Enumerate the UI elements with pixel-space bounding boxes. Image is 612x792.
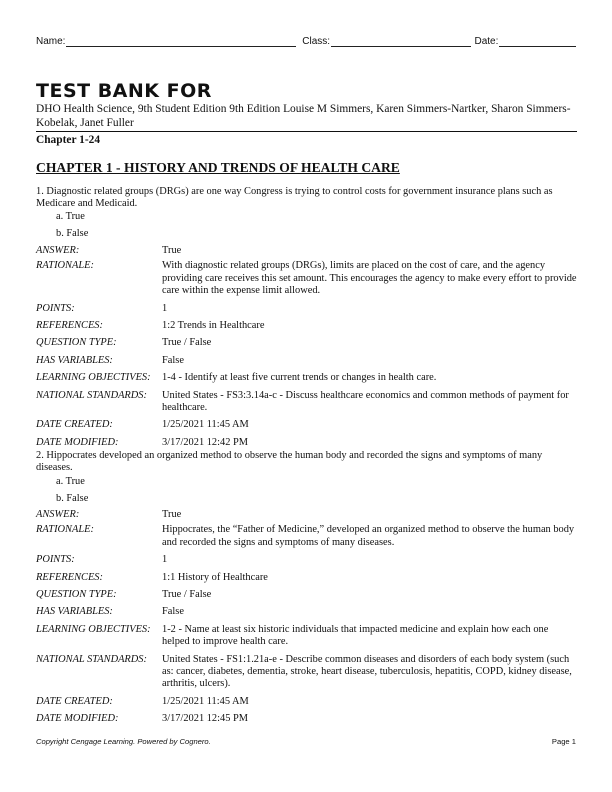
meta-row (36, 372, 577, 384)
meta-key: REFERENCES: (36, 571, 103, 583)
meta-value: 1/25/2021 11:45 AM (162, 419, 249, 431)
meta-value: 1 (162, 302, 168, 314)
meta-row (36, 654, 577, 691)
question-1-option-b: b. False (56, 228, 89, 239)
meta-row (36, 554, 577, 566)
meta-row (36, 320, 577, 332)
meta-value: False (162, 606, 184, 618)
meta-value: 1-4 - Identify at least five current trends or changes in health care. (162, 372, 437, 384)
meta-row (36, 572, 577, 584)
date-label: Date: (474, 36, 499, 47)
meta-key: QUESTION TYPE: (36, 337, 117, 349)
meta-key: DATE MODIFIED: (36, 713, 119, 725)
page-footer (36, 737, 576, 746)
question-1-text: 1. Diagnostic related groups (DRGs) are one way Congress is trying to control costs for government insurance plans such as Medicare and Medicaid. (36, 186, 553, 210)
meta-key: QUESTION TYPE: (36, 589, 117, 601)
question-2-text: 2. Hippocrates developed an organized method to observe the human body and recorded the signs and symptoms of many diseases. (36, 450, 543, 474)
meta-row (36, 696, 577, 708)
meta-value: 1:2 Trends in Healthcare (162, 320, 265, 332)
meta-key: POINTS: (36, 554, 75, 566)
meta-value: True (162, 245, 182, 256)
meta-row (36, 337, 577, 349)
meta-value: 1:1 History of Healthcare (162, 571, 268, 583)
meta-key: DATE CREATED: (36, 419, 113, 431)
question-2-metadata (36, 509, 577, 726)
meta-row (36, 419, 577, 431)
meta-row (36, 524, 577, 549)
meta-key: HAS VARIABLES: (36, 354, 113, 366)
chapter-range: Chapter 1-24 (36, 134, 101, 146)
meta-row (36, 355, 577, 367)
meta-key: LEARNING OBJECTIVES: (36, 623, 151, 635)
footer-copyright: Copyright Cengage Learning. Powered by Cognero. (36, 737, 211, 746)
meta-row (36, 260, 577, 297)
meta-key: LEARNING OBJECTIVES: (36, 372, 151, 384)
meta-key: ANSWER: (36, 245, 80, 256)
meta-key: ANSWER: (36, 509, 80, 520)
meta-value: 1/25/2021 11:45 AM (162, 695, 249, 707)
meta-value: United States - FS1:1.21a-e - Describe common diseases and disorders of each body system (such as: cancer, diabetes, dementia, stroke, heart disease, tuberculosis, hepatitis, COPD, kidney disease, arthritis, ulcers). (162, 653, 572, 690)
meta-value: True (162, 509, 182, 520)
meta-value: True / False (162, 589, 212, 601)
meta-value: True / False (162, 337, 212, 349)
meta-row (36, 713, 577, 725)
meta-row (36, 390, 577, 415)
meta-value: 3/17/2021 12:45 PM (162, 713, 249, 725)
document-title: TEST BANK FOR (36, 80, 212, 102)
question-2-option-b: b. False (56, 493, 89, 504)
page-number: Page 1 (551, 737, 576, 746)
meta-key: POINTS: (36, 302, 75, 314)
meta-row (36, 606, 577, 618)
meta-value: Hippocrates, the “Father of Medicine,” developed an organized method to observe the human body and recorded the signs and symptoms of many diseases. (162, 524, 575, 548)
student-info-row (36, 36, 576, 47)
class-label: Class: (302, 36, 331, 47)
name-blank (66, 36, 296, 47)
class-blank (331, 36, 470, 47)
meta-key: NATIONAL STANDARDS: (36, 389, 147, 401)
meta-key: REFERENCES: (36, 320, 103, 332)
meta-row (36, 245, 577, 257)
meta-value: 1 (162, 554, 168, 566)
question-1-option-a: a. True (56, 211, 85, 222)
meta-row (36, 509, 577, 521)
title-divider (36, 131, 577, 132)
question-1-metadata (36, 245, 577, 449)
meta-value: 1-2 - Name at least six historic individuals that impacted medicine and explain how each one helped to improve health care. (162, 623, 549, 648)
meta-key: RATIONALE: (36, 524, 94, 536)
meta-key: RATIONALE: (36, 260, 94, 272)
meta-key: HAS VARIABLES: (36, 606, 113, 618)
name-label: Name: (36, 36, 66, 47)
book-subtitle: DHO Health Science, 9th Student Edition 9th Edition Louise M Simmers, Karen Simmers-Nartker, Sharon Simmers-Kobelak, Janet Fuller (36, 103, 571, 129)
meta-value: 3/17/2021 12:42 PM (162, 436, 249, 448)
meta-key: DATE CREATED: (36, 695, 113, 707)
meta-row (36, 589, 577, 601)
meta-row (36, 303, 577, 315)
chapter-heading: CHAPTER 1 - HISTORY AND TRENDS OF HEALTH CARE (36, 160, 400, 175)
meta-row (36, 437, 577, 449)
question-2-option-a: a. True (56, 476, 85, 487)
meta-row (36, 624, 577, 649)
meta-key: DATE MODIFIED: (36, 436, 119, 448)
meta-value: United States - FS3:3.14a-c - Discuss healthcare economics and common methods of payment for healthcare. (162, 389, 569, 414)
meta-value: With diagnostic related groups (DRGs), limits are placed on the cost of care, and the agency providing care receives this set amount. This encourages the agency to make every effort to provide care within the expense limit allowed. (162, 260, 577, 297)
meta-value: False (162, 354, 184, 366)
date-blank (499, 36, 576, 47)
meta-key: NATIONAL STANDARDS: (36, 653, 147, 665)
